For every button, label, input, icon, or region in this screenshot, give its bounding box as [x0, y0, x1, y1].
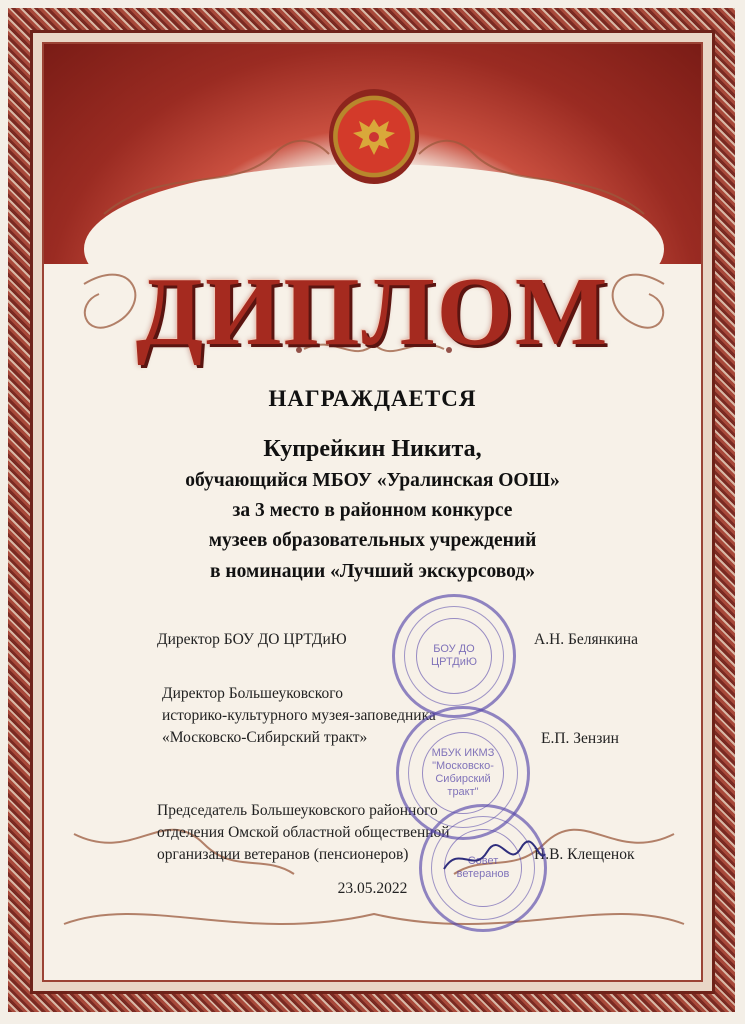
signer-3-name: Н.В. Клещенок: [534, 846, 635, 863]
signer-1-name: А.Н. Белянкина: [534, 631, 638, 648]
recipient-name: Купрейкин Никита,: [263, 436, 482, 462]
award-line: музеев образовательных учреждений: [208, 530, 537, 551]
award-line: за 3 место в районном конкурсе: [232, 500, 513, 521]
award-line: обучающийся МБОУ «Уралинская ООШ»: [185, 470, 560, 491]
signer-2-name: Е.П. Зензин: [541, 730, 619, 747]
school-stamp: БОУ ДО ЦРТДиЮ: [392, 594, 516, 718]
awarded-heading: НАГРАЖДАЕТСЯ: [268, 386, 477, 411]
diploma-title: ДИПЛОМ: [135, 258, 610, 366]
museum-stamp: МБУК ИКМЗ "Московско-Сибирский тракт": [396, 706, 530, 840]
coat-of-arms-emblem: [329, 89, 419, 184]
handwritten-signature: [439, 834, 549, 884]
double-headed-eagle-icon: [344, 107, 404, 167]
veterans-stamp: Совет ветеранов: [419, 804, 547, 932]
signer-2-position: Директор Большеуковского историко-культурного музея-заповедника «Московско-Сибирский тракт»: [162, 685, 436, 746]
diploma-body: [42, 42, 703, 982]
signer-1-position: Директор БОУ ДО ЦРТДиЮ: [157, 631, 347, 648]
signer-3-position: Председатель Большеуковского районного отделения Омской областной общественной организации ветеранов (пенсионеров): [157, 802, 450, 863]
award-line: в номинации «Лучший экскурсовод»: [210, 561, 535, 582]
issue-date: 23.05.2022: [337, 880, 408, 897]
